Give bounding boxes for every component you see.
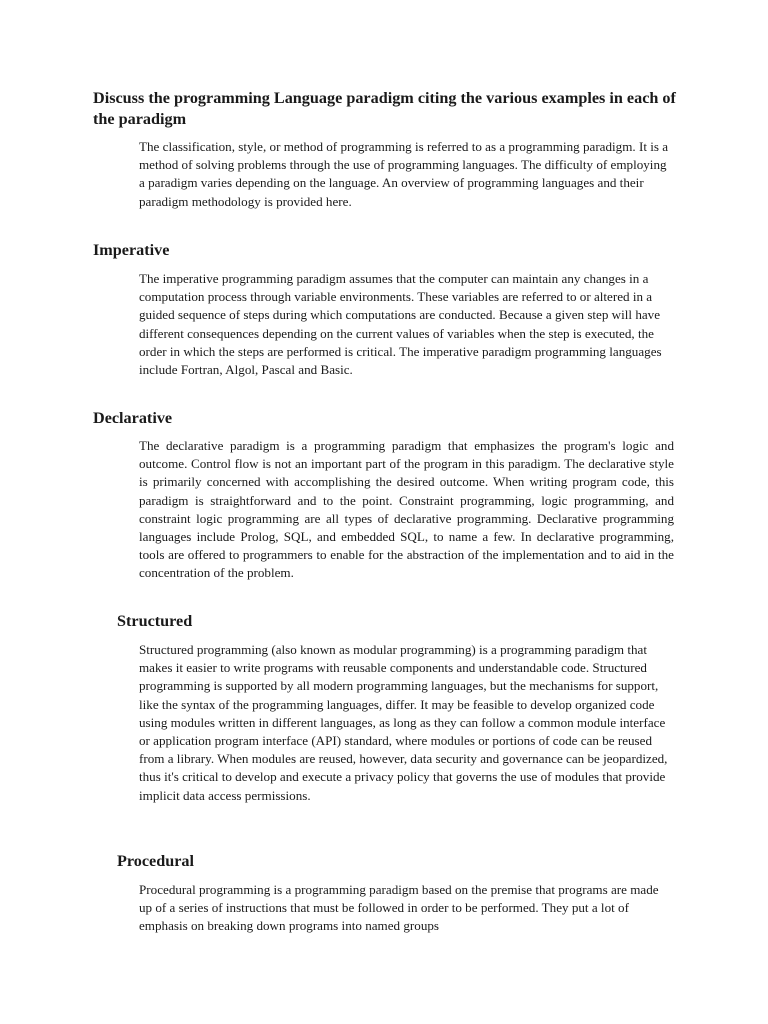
imperative-paragraph: The imperative programming paradigm assumes that the computer can maintain any changes in a computation process through variable environments. These variables are referred to or altered in a guided sequence of steps during which computations are conducted. Because a given step will have different consequences depending on the current values of variables when the step is executed, the order in which the steps are performed is critical. The imperative paradigm programming languages include Fortran, Algol, Pascal and Basic. xyxy=(139,271,662,378)
imperative-heading: Imperative xyxy=(93,241,170,259)
procedural-paragraph: Procedural programming is a programming paradigm based on the premise that programs are made up of a series of instructions that must be followed in order to be performed. They put a lot of emphasis on breaking down programs into named groups xyxy=(139,882,659,934)
document-title: Discuss the programming Language paradigm citing the various examples in each of the paradigm xyxy=(93,89,676,128)
structured-paragraph: Structured programming (also known as modular programming) is a programming paradigm that makes it easier to write programs with reusable components and understandable code. Structured programming is supported by all modern programming languages, but the mechanisms for support, like the syntax of the programming languages, differ. It may be feasible to develop organized code using modules written in different languages, as long as they can follow a common module interface or application program interface (API) standard, where modules or portions of code can be reused from a library. When modules are reused, however, data security and governance can be jeopardized, thus it's critical to develop and execute a privacy policy that governs the use of modules that provide implicit data access permissions. xyxy=(139,642,668,803)
declarative-heading: Declarative xyxy=(93,409,173,427)
declarative-paragraph: The declarative paradigm is a programming paradigm that emphasizes the program's logic and outcome. Control flow is not an important part of the program in this paradigm. The declarative style is primarily concerned with accomplishing the desired outcome. When writing program code, this paradigm is straightforward and to the point. Constraint programming, logic programming, and constraint logic programming are all types of declarative programming. Declarative programming languages include Prolog, SQL, and embedded SQL, to name a few. In declarative programming, tools are offered to programmers to enable for the abstraction of the implementation and to aid in the concentration of the problem. xyxy=(139,438,674,581)
structured-heading: Structured xyxy=(117,612,193,630)
intro-paragraph: The classification, style, or method of programming is referred to as a programming paradigm. It is a method of solving problems through the use of programming languages. The difficulty of employing a paradigm varies depending on the language. An overview of programming languages and their paradigm methodology is provided here. xyxy=(139,139,669,209)
procedural-heading: Procedural xyxy=(117,852,195,870)
